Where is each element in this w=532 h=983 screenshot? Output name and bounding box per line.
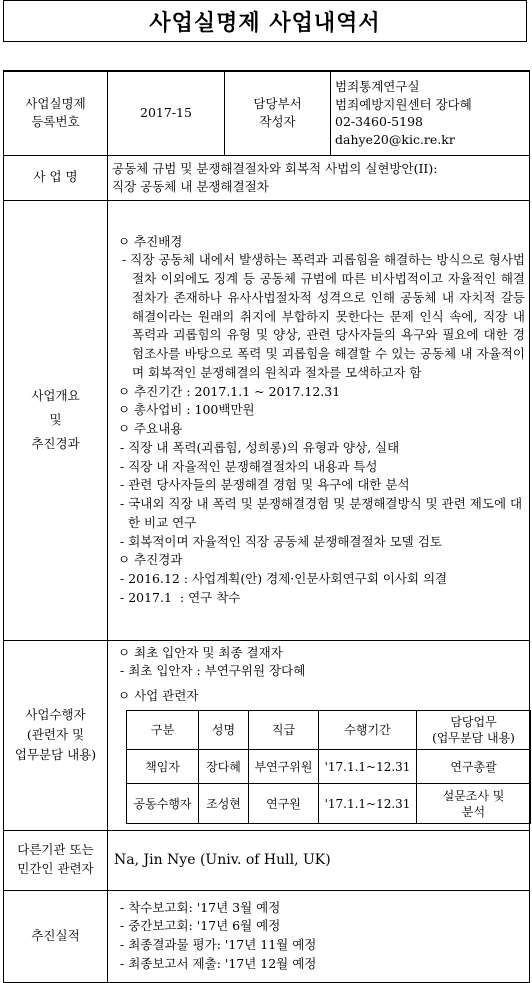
cell: 조성현: [199, 784, 249, 824]
cell: 장다혜: [199, 750, 249, 784]
overview-content: [108, 200, 530, 640]
registration-label: 사업실명제 등록번호: [4, 71, 108, 155]
cell: 책임자: [127, 750, 199, 784]
cell: 설문조사 및 분석: [417, 784, 531, 824]
others-row: [4, 830, 530, 890]
project-name-row: [4, 155, 530, 200]
content-item: - 관련 당사자들의 분쟁해결 경험 및 욕구에 대한 분석: [120, 477, 410, 493]
content-item: - 국내외 직장 내 폭력 및 분쟁해결경험 및 분쟁해결방식 및 관련 제도에 대한 비교 연구: [120, 496, 523, 530]
content-item: - 직장 내 자율적인 분쟁해결절차의 내용과 특성: [120, 458, 378, 474]
dept-info: 범죄통계연구실 범죄예방지원센터 장다혜 02-3460-5198 dahye20@kic.re.kr: [331, 71, 530, 155]
progress-item: - 2016.12 : 사업계획(안) 경제·인문사회연구회 이사회 의결: [120, 571, 448, 586]
period: ㅇ 추진기간 : 2017.1.1 ~ 2017.12.31: [118, 383, 341, 399]
background-heading: ㅇ 추진배경: [118, 233, 183, 249]
executors-content: [108, 640, 530, 830]
project-table: [3, 70, 530, 983]
result-item: - 최종보고서 제출: '17년 12월 예정: [120, 955, 317, 971]
results-row: [4, 890, 530, 982]
table-row: [127, 750, 531, 784]
executors-heading-1: ㅇ 최초 입안자 및 최종 결재자: [118, 644, 283, 660]
results-content: [108, 890, 530, 982]
overview-row: [4, 200, 530, 640]
participants-header-row: [127, 710, 531, 749]
registration-row: [4, 71, 530, 155]
header-cell: 담당업무 (업무분담 내용): [417, 710, 531, 749]
project-name-value: 공동체 규범 및 분쟁해결절차와 회복적 사법의 실현방안(II): 직장 공동체 내 분쟁해결절차: [108, 155, 530, 200]
cell: 연구총괄: [417, 750, 531, 784]
cell: 연구원: [249, 784, 319, 824]
executors-heading-2: ㅇ 사업 관련자: [118, 688, 199, 704]
proposer: - 최초 입안자 : 부연구위원 장다혜: [120, 663, 306, 679]
overview-label: 사업개요 및 추진경과: [4, 200, 108, 640]
cell: '17.1.1~12.31: [319, 784, 417, 824]
project-name-label: 사 업 명: [4, 155, 108, 200]
result-item: - 착수보고회: '17년 3월 예정: [120, 899, 281, 915]
content-heading: ㅇ 주요내용: [118, 421, 183, 436]
progress-item: - 2017.1 : 연구 착수: [120, 589, 241, 605]
content-item: - 직장 내 폭력(괴롭힘, 성희롱)의 유형과 양상, 실태: [120, 439, 400, 455]
result-item: - 중간보고회: '17년 6월 예정: [120, 918, 281, 934]
result-item: - 최종결과물 평가: '17년 11월 예정: [120, 937, 317, 952]
registration-number: 2017-15: [108, 71, 225, 155]
others-label: 다른기관 또는 민간인 관련자: [4, 830, 108, 890]
header-cell: 성명: [199, 710, 249, 749]
budget: ㅇ 총사업비 : 100백만원: [118, 402, 255, 418]
executors-row: [4, 640, 530, 830]
progress-heading: ㅇ 추진경과: [118, 552, 183, 568]
content-item: - 회복적이며 자율적인 직장 공동체 분쟁해결절차 모델 검토: [120, 533, 442, 549]
dept-label: 담당부서 작성자: [225, 71, 331, 155]
background-text: - 직장 공동체 내에서 발생하는 폭력과 괴롭힘을 해결하는 방식으로 형사법절차 이외에도 징계 등 공동체 규범에 따른 비사법적이고 자율적인 해결절차가 존재하나 유사사법절차적 성격으로 인해 공동체 내 자치적 갈등해결이라는 원래의 취지에 부합하지 못한다는 문제 인식 속에, 직장 내 폭력과 괴롭힘의 유형 및 양상, 관련 당사자들의 욕구와 필요에 대한 경험조사를 바탕으로 폭력 및 괴롭힘을 해결할 수 있는 공동체 내 자율적이며 회복적인 분쟁해결의 원칙과 절차를 모색하고자 함: [122, 252, 525, 380]
header-cell: 직급: [249, 710, 319, 749]
table-row: [127, 784, 531, 824]
cell: '17.1.1~12.31: [319, 750, 417, 784]
cell: 부연구위원: [249, 750, 319, 784]
executors-label: 사업수행자 (관련자 및 업무분담 내용): [4, 640, 108, 830]
participants-table: [126, 710, 531, 824]
others-value: Na, Jin Nye (Univ. of Hull, UK): [108, 830, 530, 890]
header-cell: 구분: [127, 710, 199, 749]
header-cell: 수행기간: [319, 710, 417, 749]
document-title: 사업실명제 사업내역서: [3, 0, 527, 42]
cell: 공동수행자: [127, 784, 199, 824]
results-label: 추진실적: [4, 890, 108, 982]
